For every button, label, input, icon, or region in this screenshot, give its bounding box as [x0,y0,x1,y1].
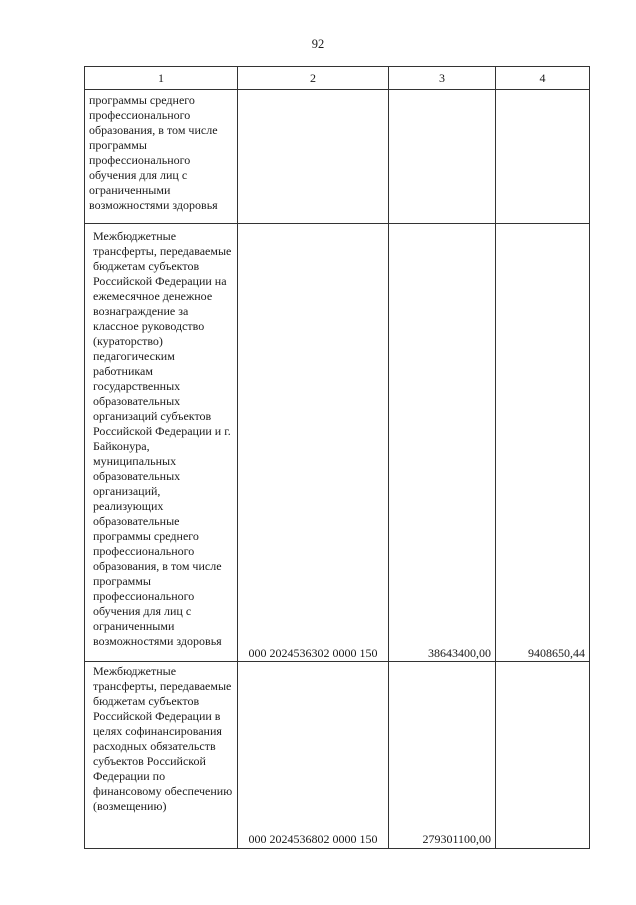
budget-table [84,66,590,849]
column-header-2: 2 [238,67,389,90]
page-number: 92 [311,37,325,51]
row-amount-col3: 38643400,00 [389,224,496,662]
row-description-text: Межбюджетные трансферты, передаваемые бюджетам субъектов Российской Федерации на ежемесячное денежное вознаграждение за классное руководство (кураторство) педагогическим работникам государственных образовательных организаций субъектов Российской Федерации и г. Байконура, муниципальных образовательных организаций, реализующих образовательные программы среднего профессионального образования, в том числе программы профессионального обучения для лиц с ограниченными возможностями здоровья [93,229,232,648]
row-code [238,90,389,224]
row-amount-col4 [496,662,590,849]
row-amount-col3 [389,90,496,224]
row-amount-col4 [496,90,590,224]
row-amount-col4: 9408650,44 [496,224,590,662]
table-row [85,662,590,849]
row-description [85,90,238,224]
row-amount-col3: 279301100,00 [389,662,496,849]
row-description [85,224,238,662]
column-header-1: 1 [85,67,238,90]
column-header-4: 4 [496,67,590,90]
row-description [85,662,238,849]
row-code: 000 2024536302 0000 150 [238,224,389,662]
table-row [85,224,590,662]
row-description-text: программы среднего профессионального образования, в том числе программы профессионального обучения для лиц с ограниченными возможностями здоровья [89,93,218,212]
column-header-3: 3 [389,67,496,90]
table-row [85,90,590,224]
row-description-text: Межбюджетные трансферты, передаваемые бюджетам субъектов Российской Федерации в целях софинансирования расходных обязательств субъектов Российской Федерации по финансовому обеспечению (возмещению) [93,664,233,813]
table-header-row [85,67,590,90]
row-code: 000 2024536802 0000 150 [238,662,389,849]
